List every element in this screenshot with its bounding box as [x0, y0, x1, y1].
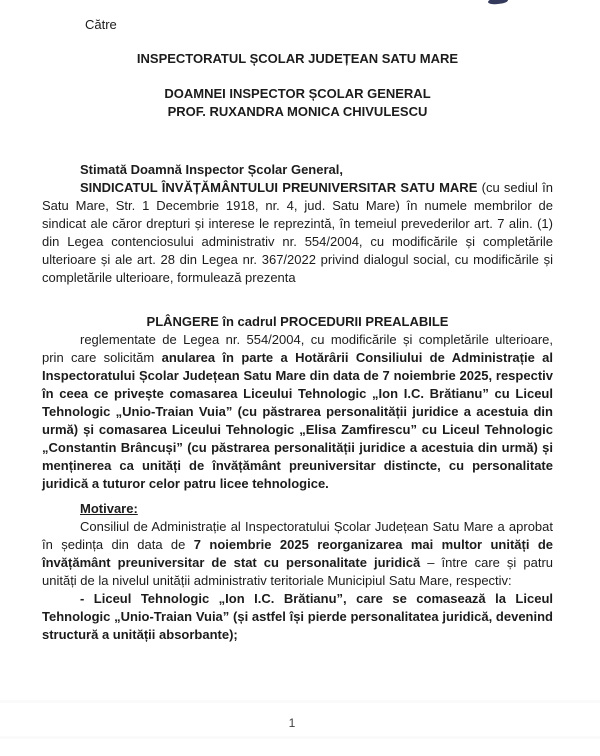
document-title: PLÂNGERE în cadrul PROCEDURII PREALABILE: [146, 314, 449, 329]
recipient-addressee-title: DOAMNEI INSPECTOR ȘCOLAR GENERAL: [164, 86, 431, 101]
request-demand: anularea în parte a Hotărârii Consiliului de Administrație al Inspectoratului Școlar Județean Satu Mare din data de 7 noiembrie 2025, respectiv în ceea ce privește comasarea Liceului Tehnologic „Ion I.C. Brătianu” cu Liceul Tehnologic „Unio-Traian Vuia” (cu păstrarea personalității juridice a acestuia din urmă) și comasarea Liceului Tehnologic „Elisa Zamfirescu” cu Liceul Tehnologic „Constantin Brâncuși” (cu păstrarea personalității juridice a acestuia din urmă) și menținerea ca unități de învățământ preuniversitar distincte, cu personalitate juridică a tuturor celor patru licee tehnologice.: [42, 350, 553, 491]
pen-ink-mark: [488, 0, 509, 5]
recipient-block: [42, 50, 553, 121]
intro-union-name: SINDICATUL ÎNVĂȚĂMÂNTULUI PREUNIVERSITAR SATU MARE: [80, 180, 482, 195]
request-intro: reglementate de Legea nr. 554/2004, cu modificările și completările ulterioare, prin care solicităm: [42, 332, 553, 365]
intro-legal-basis: (cu sediul în Satu Mare, Str. 1 Decembrie 1918, nr. 4, jud. Satu Mare) în numele membrilor de sindicat ale căror drepturi și interese le reprezintă, în temeiul prevederilor art. 7 alin. (1) din Legea contenciosului administrativ nr. 554/2004, cu modificările și completările ulterioare și ale art. 28 din Legea nr. 367/2022 privind dialogul social, cu modificările și completările ulterioare, formulează prezenta: [42, 180, 553, 285]
motivation-heading: Motivare:: [80, 501, 138, 516]
salutation-to: Către: [85, 17, 117, 32]
recipient-institution: INSPECTORATUL ȘCOLAR JUDEȚEAN SATU MARE: [136, 51, 459, 66]
intro-paragraph: [42, 179, 553, 287]
request-paragraph: [42, 331, 553, 493]
motivation-decision: 7 noiembrie 2025 reorganizarea mai multor unități de învățământ preuniversitar de stat cu personalitate juridică: [42, 537, 553, 570]
page-number: 1: [288, 716, 296, 730]
motivation-paragraph: [42, 518, 553, 590]
greeting-line: Stimată Doamnă Inspector Școlar General,: [80, 162, 343, 177]
scan-artifact: [0, 736, 600, 739]
motivation-scope: – între care și patru unități de la nivelul unității administrativ teritoriale Municipiul Satu Mare, respectiv:: [42, 555, 553, 588]
list-item-merger-1: - Liceul Tehnologic „Ion I.C. Brătianu”, care se comasează la Liceul Tehnologic „Unio-Traian Vuia” (și astfel își pierde personalitatea juridică, devenind structură a unității absorbante);: [42, 591, 553, 642]
motivation-intro: Consiliul de Administrație al Inspectoratului Școlar Județean Satu Mare a aprobat în ședința din data de: [42, 519, 553, 552]
scan-artifact: [0, 700, 600, 703]
recipient-addressee-name: PROF. RUXANDRA MONICA CHIVULESCU: [167, 104, 428, 119]
